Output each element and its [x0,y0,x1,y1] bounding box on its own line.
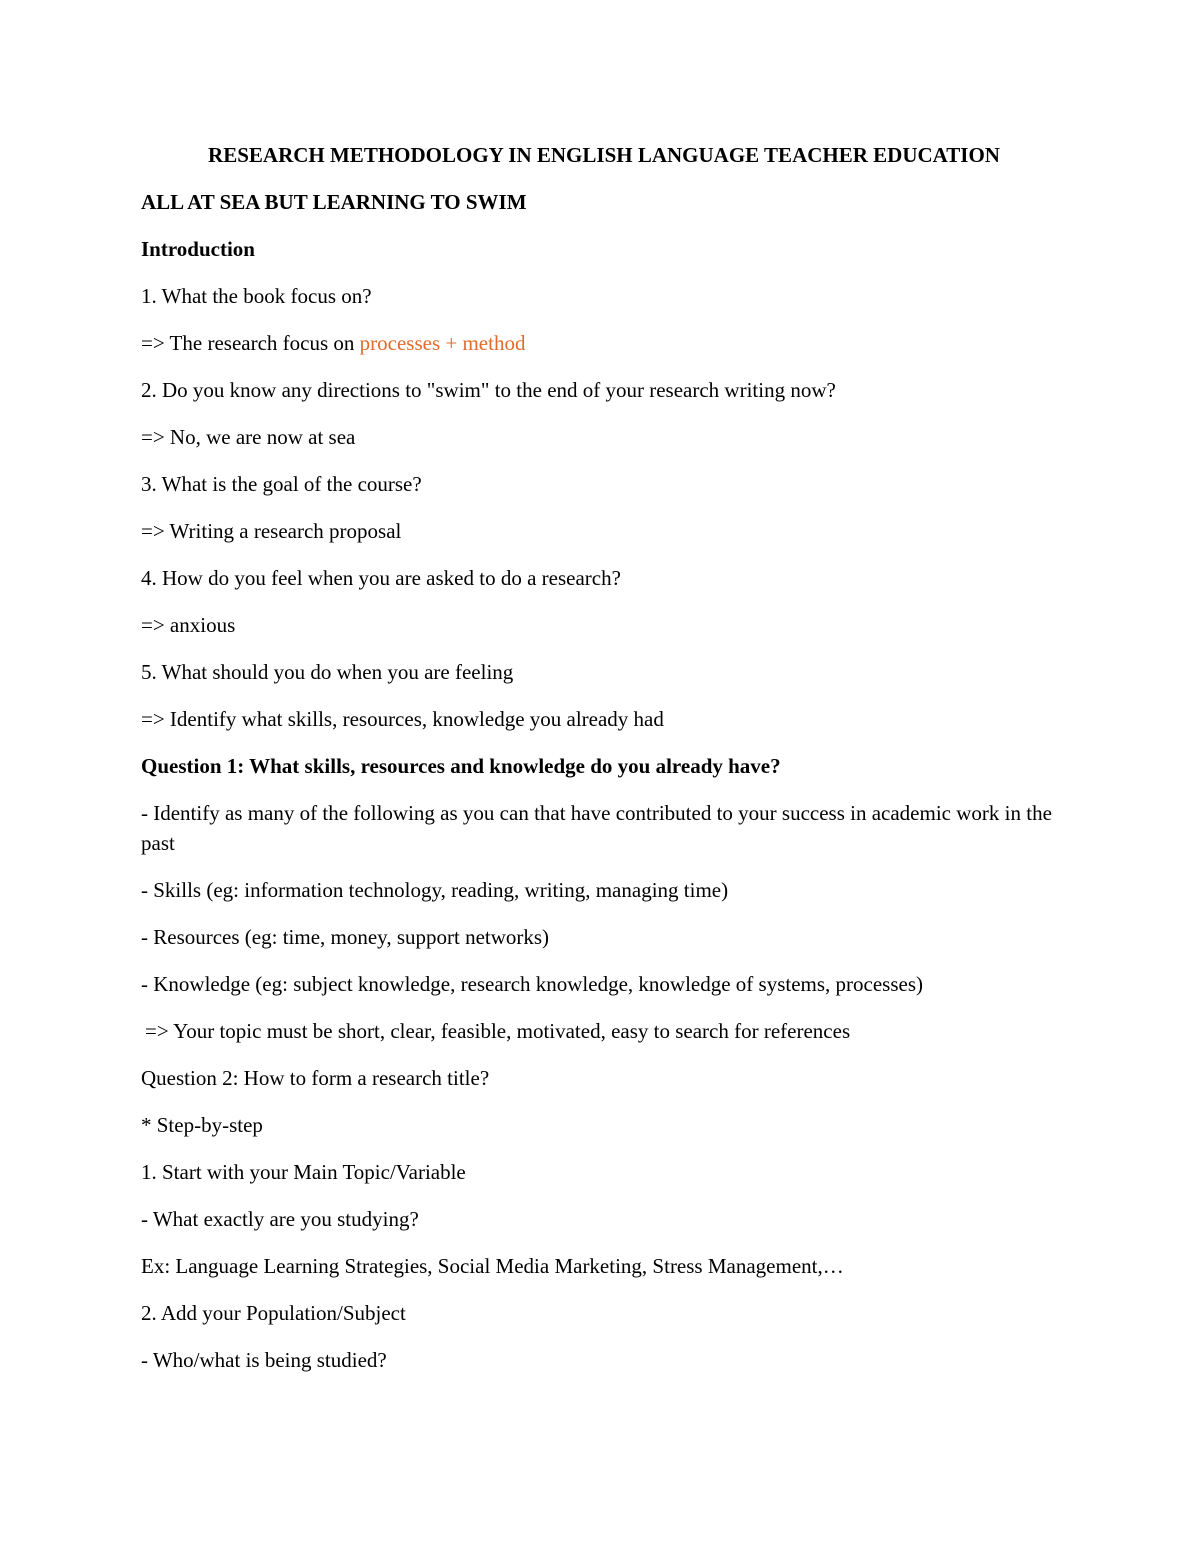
answer-1 [141,328,1061,358]
answer-2: => No, we are now at sea [141,425,356,449]
step-1-example: Ex: Language Learning Strategies, Social Media Marketing, Stress Management,… [141,1254,844,1278]
document-title: RESEARCH METHODOLOGY IN ENGLISH LANGUAGE TEACHER EDUCATION [208,143,1000,167]
list-item-resources: - Resources (eg: time, money, support networks) [141,925,550,949]
section-heading-question-2: Question 2: How to form a research title? [141,1066,490,1090]
step-1-question: - What exactly are you studying? [141,1207,419,1231]
answer-3: => Writing a research proposal [141,519,402,543]
question-4: 4. How do you feel when you are asked to do a research? [141,566,621,590]
question-5: 5. What should you do when you are feeling [141,660,514,684]
step-2: 2. Add your Population/Subject [141,1301,406,1325]
question-3: 3. What is the goal of the course? [141,472,422,496]
answer-1-text: => The research focus on [141,331,360,355]
step-1: 1. Start with your Main Topic/Variable [141,1160,466,1184]
step-2-question: - Who/what is being studied? [141,1348,387,1372]
document-body [141,140,1061,1392]
answer-5: => Identify what skills, resources, knowledge you already had [141,707,664,731]
question-1-intro: - Identify as many of the following as you can that have contributed to your success in academic work in the past [141,801,1052,855]
answer-1-highlight: processes + method [359,331,526,355]
section-heading-introduction: Introduction [141,237,255,261]
document-subtitle: ALL AT SEA BUT LEARNING TO SWIM [141,190,527,214]
question-2: 2. Do you know any directions to "swim" to the end of your research writing now? [141,378,836,402]
question-1: 1. What the book focus on? [141,284,372,308]
topic-note: => Your topic must be short, clear, feasible, motivated, easy to search for references [145,1019,851,1043]
step-by-step-label: * Step-by-step [141,1113,263,1137]
section-heading-question-1: Question 1: What skills, resources and knowledge do you already have? [141,754,781,778]
answer-4: => anxious [141,613,236,637]
list-item-skills: - Skills (eg: information technology, reading, writing, managing time) [141,878,729,902]
list-item-knowledge: - Knowledge (eg: subject knowledge, research knowledge, knowledge of systems, processes) [141,972,924,996]
